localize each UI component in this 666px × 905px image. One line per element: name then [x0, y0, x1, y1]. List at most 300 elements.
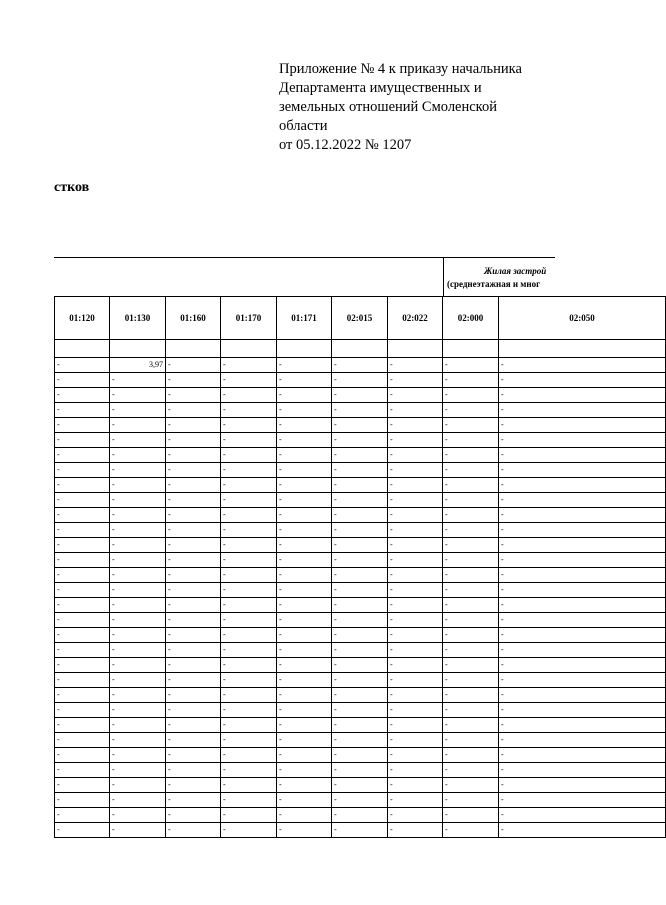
table-cell: - — [332, 688, 388, 703]
table-cell: - — [55, 763, 110, 778]
table-cell — [110, 340, 166, 358]
table-cell: - — [332, 823, 388, 838]
table-cell: - — [332, 673, 388, 688]
table-cell: - — [499, 598, 666, 613]
table-cell: - — [388, 388, 443, 403]
table-cell: - — [221, 643, 277, 658]
table-cell: - — [443, 688, 499, 703]
table-cell: - — [443, 628, 499, 643]
column-header: 01:160 — [166, 297, 221, 340]
table-row — [55, 508, 666, 523]
appendix-note-line: области — [279, 118, 328, 134]
table-cell: - — [332, 508, 388, 523]
table-cell: - — [499, 823, 666, 838]
table-cell: - — [221, 613, 277, 628]
table-cell: - — [221, 598, 277, 613]
table-row — [55, 733, 666, 748]
table-row — [55, 523, 666, 538]
table-cell: - — [277, 373, 332, 388]
table-row — [55, 793, 666, 808]
table-cell: - — [221, 388, 277, 403]
table-cell: - — [388, 778, 443, 793]
table-cell: - — [388, 568, 443, 583]
table-cell: - — [166, 373, 221, 388]
table-cell: - — [166, 613, 221, 628]
table-cell: - — [166, 493, 221, 508]
table-cell: - — [332, 358, 388, 373]
table-cell: - — [499, 358, 666, 373]
table-cell: - — [388, 688, 443, 703]
table-cell: - — [443, 703, 499, 718]
table-cell: - — [166, 568, 221, 583]
table-cell: - — [110, 643, 166, 658]
table-cell: - — [221, 673, 277, 688]
table-row — [55, 358, 666, 373]
table-cell: - — [166, 388, 221, 403]
table-cell: - — [499, 718, 666, 733]
table-cell: - — [55, 658, 110, 673]
table-cell: - — [443, 448, 499, 463]
column-header-row — [55, 297, 666, 340]
appendix-note-line: от 05.12.2022 № 1207 — [279, 137, 412, 153]
table-cell: - — [388, 418, 443, 433]
table-cell: - — [277, 493, 332, 508]
table-cell: - — [332, 448, 388, 463]
table-cell: - — [277, 628, 332, 643]
table-cell: - — [499, 508, 666, 523]
table-cell: - — [221, 778, 277, 793]
table-row — [55, 808, 666, 823]
table-cell: - — [499, 418, 666, 433]
table-cell: - — [388, 403, 443, 418]
table-cell: - — [166, 628, 221, 643]
table-cell: - — [388, 373, 443, 388]
table-cell: - — [332, 793, 388, 808]
table-cell: - — [166, 658, 221, 673]
table-cell: - — [277, 598, 332, 613]
table-cell: - — [388, 823, 443, 838]
table-cell: - — [221, 823, 277, 838]
table-cell: - — [443, 523, 499, 538]
table-cell: - — [277, 478, 332, 493]
table-cell: - — [55, 493, 110, 508]
table-cell: - — [499, 583, 666, 598]
table-cell: - — [110, 478, 166, 493]
table-cell: - — [221, 763, 277, 778]
table-cell: - — [110, 658, 166, 673]
table-cell: - — [443, 583, 499, 598]
table-cell: - — [388, 493, 443, 508]
table-cell: - — [332, 418, 388, 433]
table-cell: - — [443, 568, 499, 583]
table-cell: - — [332, 568, 388, 583]
table-cell: - — [332, 763, 388, 778]
table-cell: - — [55, 388, 110, 403]
column-header: 01:170 — [221, 297, 277, 340]
table-cell: - — [388, 718, 443, 733]
table-cell: - — [110, 568, 166, 583]
table-cell: - — [443, 493, 499, 508]
table-cell: - — [55, 793, 110, 808]
table-row — [55, 643, 666, 658]
table-cell: - — [499, 763, 666, 778]
table-cell: - — [110, 778, 166, 793]
table-cell: - — [277, 658, 332, 673]
table-cell: - — [277, 553, 332, 568]
table-cell: - — [55, 463, 110, 478]
table-cell: - — [443, 538, 499, 553]
column-header: 02:050 — [499, 297, 666, 340]
data-table — [54, 296, 666, 838]
table-row — [55, 658, 666, 673]
table-cell: - — [499, 793, 666, 808]
table-cell: - — [221, 433, 277, 448]
table-cell: - — [166, 823, 221, 838]
table-cell: - — [110, 733, 166, 748]
table-cell: - — [443, 433, 499, 448]
table-cell — [221, 340, 277, 358]
table-cell: - — [277, 763, 332, 778]
table-cell: - — [332, 463, 388, 478]
table-cell: - — [388, 448, 443, 463]
table-cell: - — [166, 643, 221, 658]
table-cell: - — [166, 418, 221, 433]
table-cell: - — [166, 778, 221, 793]
table-cell: - — [443, 718, 499, 733]
table-cell: - — [221, 688, 277, 703]
table-cell: - — [166, 448, 221, 463]
table-cell: - — [277, 448, 332, 463]
table-row — [55, 613, 666, 628]
table-row — [55, 748, 666, 763]
table-cell: - — [55, 613, 110, 628]
table-cell: - — [388, 673, 443, 688]
table-cell — [55, 340, 110, 358]
table-cell: - — [55, 538, 110, 553]
table-cell: - — [166, 463, 221, 478]
table-cell: - — [221, 448, 277, 463]
table-cell: - — [221, 523, 277, 538]
table-cell: - — [499, 658, 666, 673]
table-cell: - — [388, 748, 443, 763]
table-cell: - — [332, 628, 388, 643]
table-cell: - — [221, 358, 277, 373]
column-header: 01:171 — [277, 297, 332, 340]
table-cell: - — [277, 688, 332, 703]
table-cell: - — [110, 763, 166, 778]
table-cell: - — [221, 538, 277, 553]
table-cell: - — [499, 808, 666, 823]
table-cell: - — [332, 433, 388, 448]
table-cell: - — [277, 508, 332, 523]
table-cell: - — [55, 433, 110, 448]
table-cell: - — [221, 493, 277, 508]
table-cell: - — [332, 583, 388, 598]
table-row — [55, 433, 666, 448]
table-cell: - — [277, 538, 332, 553]
table-cell: - — [110, 808, 166, 823]
table-cell: - — [443, 388, 499, 403]
section-title: стков — [54, 180, 90, 195]
table-cell: - — [221, 373, 277, 388]
table-cell: - — [443, 358, 499, 373]
table-cell: - — [443, 598, 499, 613]
table-cell: - — [277, 823, 332, 838]
table-cell: - — [166, 763, 221, 778]
table-cell: - — [499, 688, 666, 703]
table-cell: - — [55, 733, 110, 748]
table-cell: - — [499, 373, 666, 388]
table-row — [55, 718, 666, 733]
table-cell: - — [221, 808, 277, 823]
table-cell: - — [110, 718, 166, 733]
table-cell: - — [443, 733, 499, 748]
table-cell: - — [388, 433, 443, 448]
data-table-viewport[interactable] — [54, 257, 595, 847]
table-cell: - — [388, 733, 443, 748]
table-cell: - — [388, 583, 443, 598]
table-cell: - — [499, 448, 666, 463]
table-cell: - — [110, 823, 166, 838]
table-cell: - — [443, 373, 499, 388]
table-cell: - — [55, 583, 110, 598]
table-cell: - — [221, 628, 277, 643]
table-cell: - — [499, 388, 666, 403]
table-cell: - — [443, 403, 499, 418]
table-cell: - — [55, 808, 110, 823]
table-row — [55, 340, 666, 358]
table-cell: - — [388, 658, 443, 673]
table-cell: - — [388, 643, 443, 658]
group-header-residential — [443, 257, 644, 296]
table-cell: - — [443, 478, 499, 493]
table-cell — [166, 340, 221, 358]
table-cell: - — [221, 463, 277, 478]
table-cell: - — [55, 643, 110, 658]
table-cell — [388, 340, 443, 358]
table-cell: - — [443, 613, 499, 628]
table-cell: - — [110, 673, 166, 688]
table-cell: - — [388, 538, 443, 553]
table-cell: - — [332, 403, 388, 418]
table-row — [55, 628, 666, 643]
table-cell: - — [388, 808, 443, 823]
table-cell: - — [443, 508, 499, 523]
table-cell: - — [166, 598, 221, 613]
table-cell: - — [388, 478, 443, 493]
table-cell: - — [166, 478, 221, 493]
table-row — [55, 703, 666, 718]
table-cell: - — [166, 508, 221, 523]
table-cell: - — [110, 793, 166, 808]
table-cell: - — [277, 613, 332, 628]
table-cell: - — [443, 808, 499, 823]
table-cell: - — [443, 823, 499, 838]
table-cell: - — [221, 553, 277, 568]
table-cell: - — [166, 703, 221, 718]
table-cell: - — [388, 523, 443, 538]
table-cell: - — [221, 568, 277, 583]
table-cell: - — [388, 763, 443, 778]
table-cell: - — [499, 628, 666, 643]
appendix-note-line: Департамента имущественных и — [279, 80, 482, 96]
table-cell: - — [443, 418, 499, 433]
table-cell: - — [166, 523, 221, 538]
table-cell: - — [221, 478, 277, 493]
column-header: 01:130 — [110, 297, 166, 340]
table-cell: - — [499, 553, 666, 568]
table-cell: - — [499, 643, 666, 658]
table-cell: - — [277, 748, 332, 763]
table-row — [55, 418, 666, 433]
column-header: 02:000 — [443, 297, 499, 340]
table-cell: - — [277, 433, 332, 448]
table-cell: - — [55, 448, 110, 463]
table-cell: - — [110, 538, 166, 553]
table-cell: - — [55, 778, 110, 793]
table-row — [55, 778, 666, 793]
table-cell: - — [388, 508, 443, 523]
table-cell: - — [110, 628, 166, 643]
group-header-line: Жилая застрой — [484, 266, 547, 276]
table-cell: - — [166, 793, 221, 808]
table-cell: - — [388, 703, 443, 718]
table-cell: - — [443, 748, 499, 763]
table-cell: - — [332, 643, 388, 658]
table-cell — [332, 340, 388, 358]
table-cell: - — [277, 358, 332, 373]
table-cell — [499, 340, 666, 358]
table-cell: - — [443, 673, 499, 688]
table-cell: - — [499, 733, 666, 748]
table-cell: - — [499, 433, 666, 448]
table-cell: - — [332, 373, 388, 388]
table-cell: - — [110, 508, 166, 523]
table-cell: - — [277, 718, 332, 733]
table-cell: - — [110, 448, 166, 463]
table-row — [55, 763, 666, 778]
table-cell: - — [277, 463, 332, 478]
table-cell: - — [277, 568, 332, 583]
table-cell: - — [110, 523, 166, 538]
table-cell: - — [110, 553, 166, 568]
table-row — [55, 463, 666, 478]
table-cell: - — [55, 673, 110, 688]
table-cell: - — [110, 463, 166, 478]
table-cell: - — [166, 688, 221, 703]
appendix-note-line: Приложение № 4 к приказу начальника — [279, 61, 522, 77]
table-cell: - — [499, 673, 666, 688]
table-cell: - — [55, 568, 110, 583]
table-cell: - — [277, 793, 332, 808]
table-cell: - — [166, 673, 221, 688]
table-cell: - — [499, 478, 666, 493]
table-cell: - — [332, 733, 388, 748]
table-cell: - — [332, 523, 388, 538]
table-cell: - — [166, 718, 221, 733]
table-cell: - — [332, 703, 388, 718]
table-cell: - — [277, 388, 332, 403]
table-cell: - — [221, 703, 277, 718]
table-row — [55, 478, 666, 493]
table-row — [55, 553, 666, 568]
table-cell: - — [55, 403, 110, 418]
table-cell: - — [499, 493, 666, 508]
table-cell: - — [277, 403, 332, 418]
table-row — [55, 673, 666, 688]
table-cell: - — [221, 418, 277, 433]
table-cell: - — [110, 583, 166, 598]
table-cell: - — [166, 583, 221, 598]
column-header: 02:022 — [388, 297, 443, 340]
table-cell: - — [332, 778, 388, 793]
table-row — [55, 403, 666, 418]
table-row — [55, 688, 666, 703]
table-cell: - — [221, 508, 277, 523]
table-cell: - — [166, 403, 221, 418]
table-cell: - — [221, 403, 277, 418]
table-cell: - — [332, 478, 388, 493]
table-cell: - — [332, 388, 388, 403]
table-cell: - — [388, 358, 443, 373]
table-cell: - — [499, 778, 666, 793]
table-cell: - — [110, 688, 166, 703]
table-cell: - — [110, 403, 166, 418]
table-cell: - — [388, 628, 443, 643]
table-cell: - — [221, 733, 277, 748]
table-cell: - — [55, 598, 110, 613]
table-row — [55, 583, 666, 598]
table-cell: - — [110, 418, 166, 433]
table-row — [55, 388, 666, 403]
table-cell: - — [277, 673, 332, 688]
table-cell: - — [332, 493, 388, 508]
table-cell: - — [55, 703, 110, 718]
table-cell: - — [110, 598, 166, 613]
table-cell: - — [55, 688, 110, 703]
table-cell: - — [277, 808, 332, 823]
table-row — [55, 823, 666, 838]
table-row — [55, 568, 666, 583]
table-cell: - — [55, 553, 110, 568]
table-cell: - — [332, 553, 388, 568]
table-cell: - — [55, 508, 110, 523]
table-cell: - — [55, 358, 110, 373]
table-cell: - — [332, 598, 388, 613]
table-cell: - — [55, 718, 110, 733]
table-cell: - — [443, 793, 499, 808]
table-cell: - — [166, 748, 221, 763]
table-cell: - — [499, 463, 666, 478]
table-cell: - — [277, 523, 332, 538]
table-cell: - — [221, 793, 277, 808]
table-cell: - — [277, 733, 332, 748]
column-header: 01:120 — [55, 297, 110, 340]
table-cell: - — [55, 523, 110, 538]
table-cell: - — [277, 778, 332, 793]
table-cell: - — [332, 718, 388, 733]
table-cell: - — [443, 643, 499, 658]
table-body — [55, 340, 666, 838]
table-cell: - — [166, 538, 221, 553]
table-cell: - — [110, 703, 166, 718]
table-cell: - — [110, 433, 166, 448]
table-cell: - — [221, 748, 277, 763]
table-row — [55, 493, 666, 508]
table-cell: - — [332, 613, 388, 628]
table-cell: - — [443, 553, 499, 568]
table-cell: - — [166, 808, 221, 823]
